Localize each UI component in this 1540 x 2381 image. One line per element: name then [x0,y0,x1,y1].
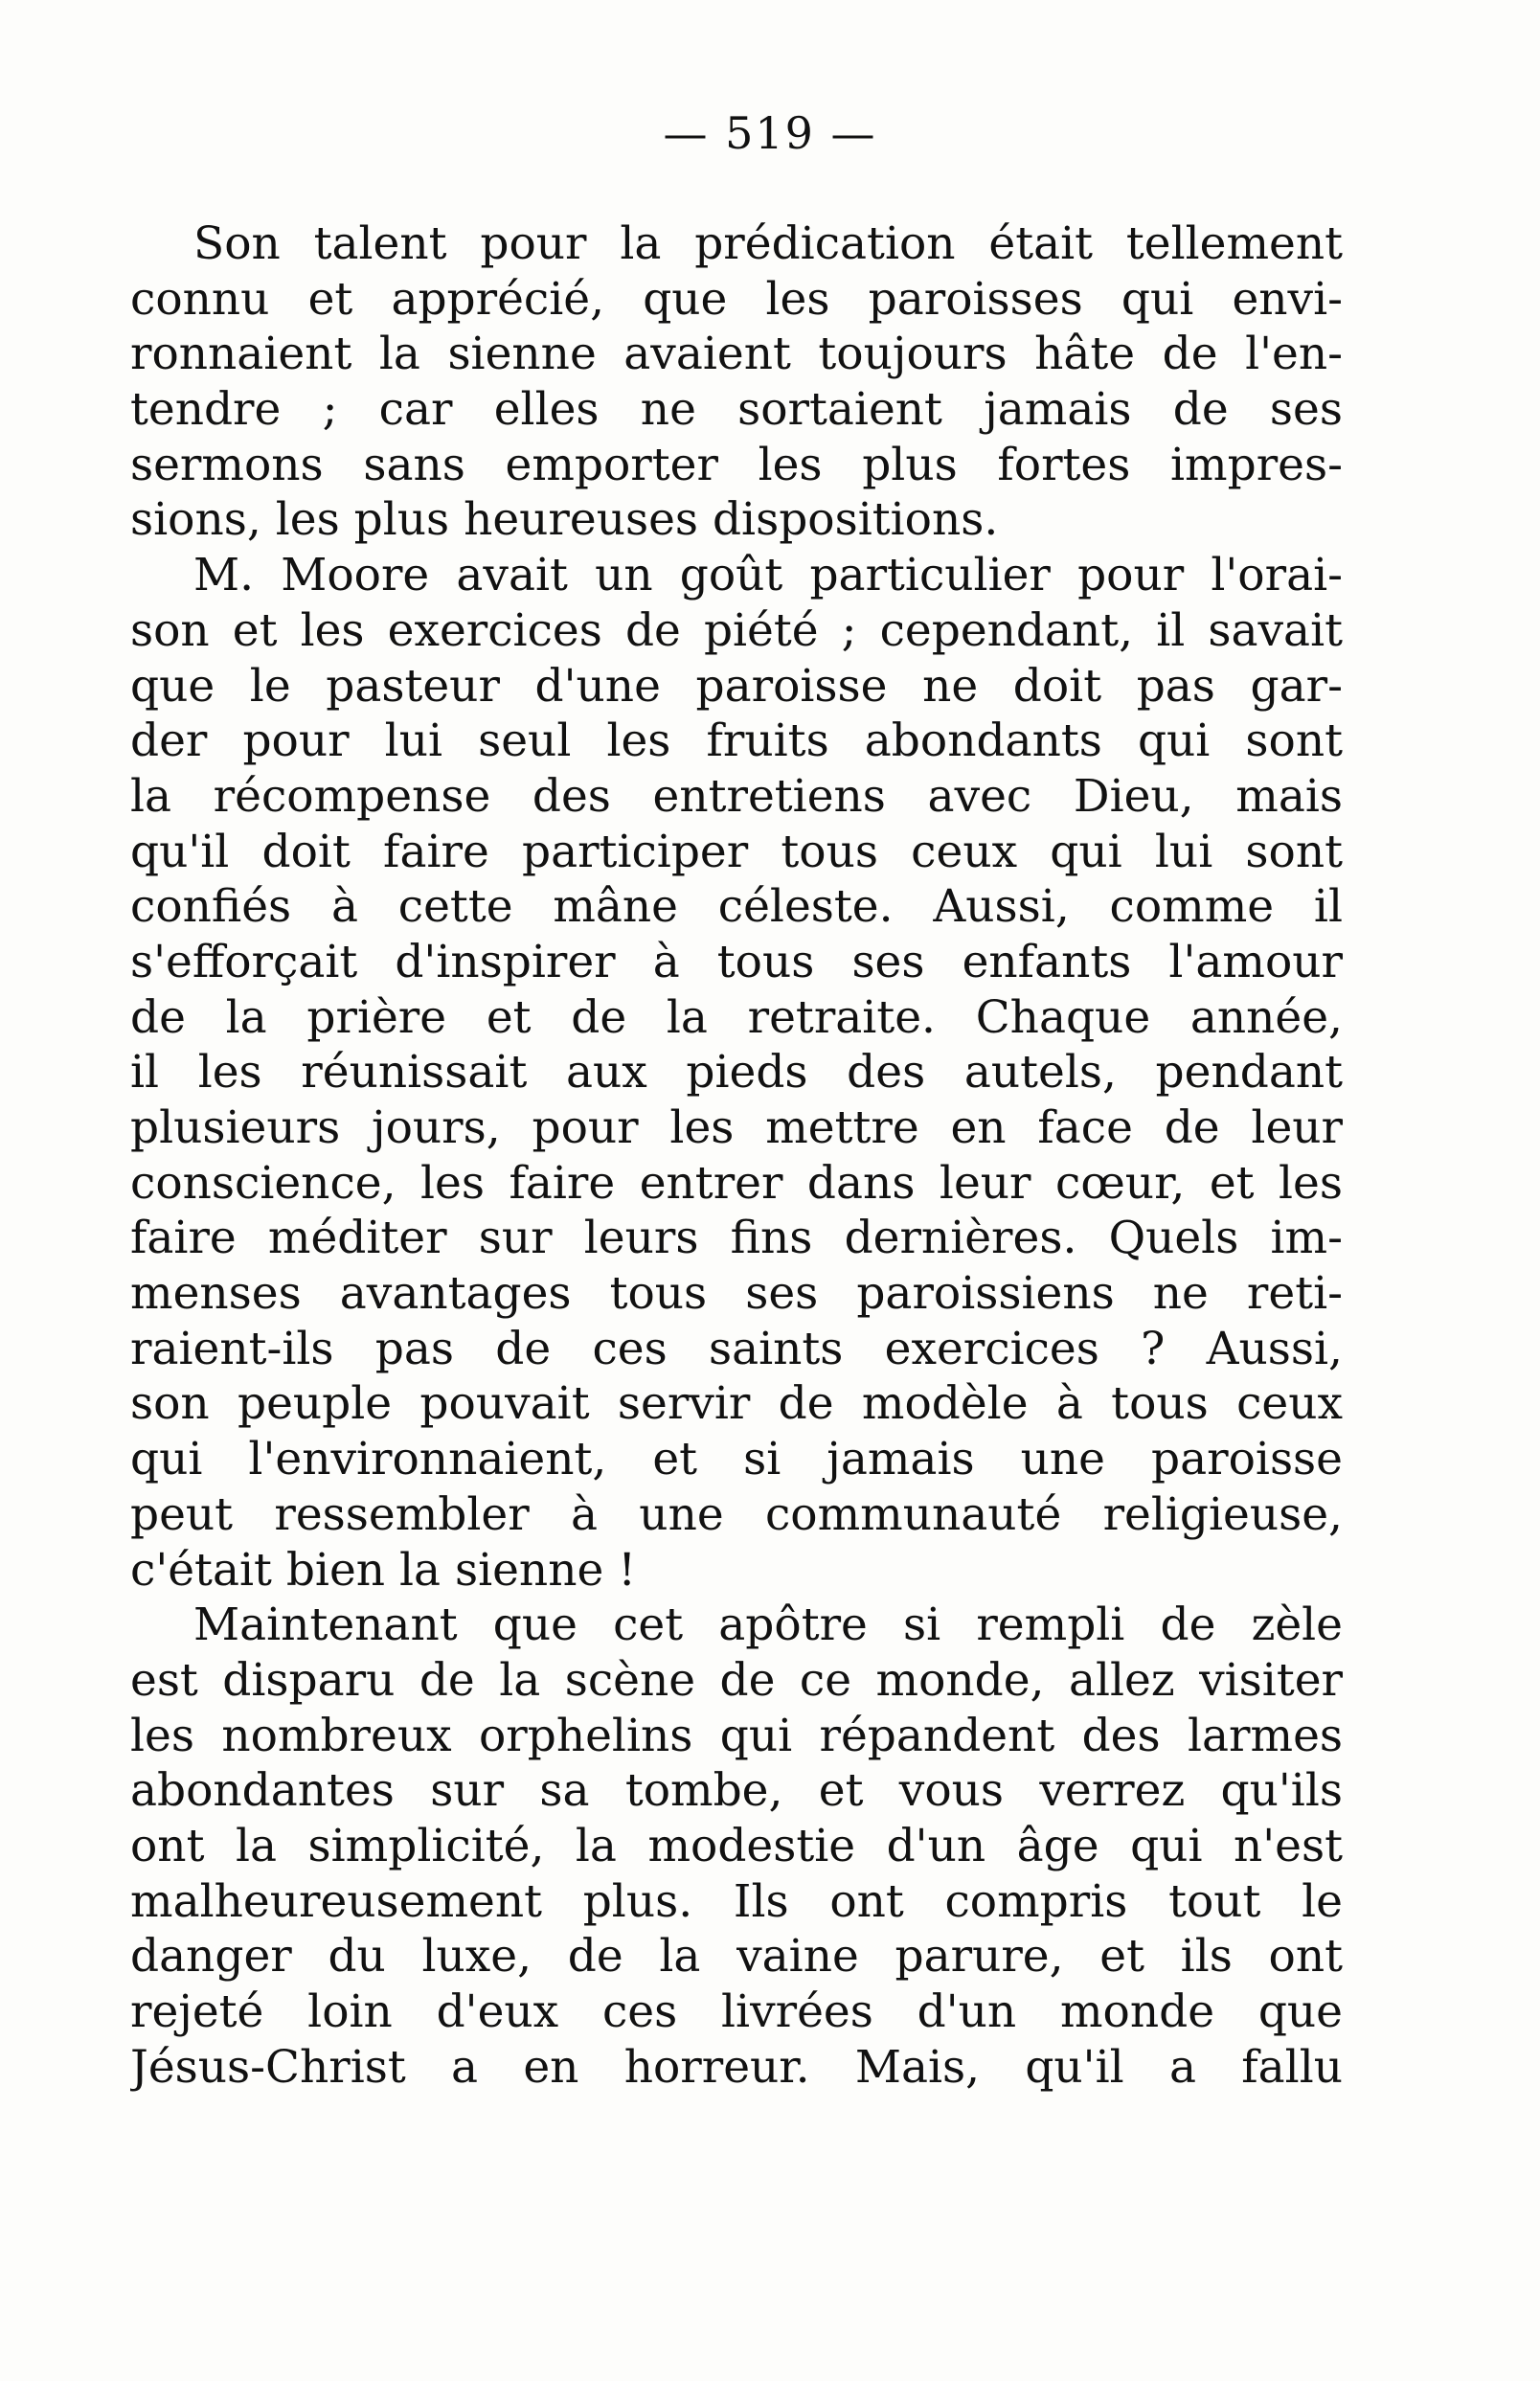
text-line: abondantes sur sa tombe, et vous verrez qu'ils [130,1764,1343,1818]
text-line: son peuple pouvait servir de modèle à tous ceux [130,1377,1343,1431]
text-line: conscience, les faire entrer dans leur cœur, et les [130,1156,1343,1210]
text-line: menses avantages tous ses paroissiens ne reti- [130,1267,1343,1321]
page-number: — 519 — [663,107,877,159]
text-line: raient-ils pas de ces saints exercices ? Aussi, [130,1322,1343,1375]
text-line: peut ressembler à une communauté religieuse, [130,1487,1343,1541]
paragraph-2 [130,548,1343,1598]
text-line: M. Moore avait un goût particulier pour l'orai- [193,549,1343,602]
text-line: faire méditer sur leurs fins dernières. Quels im- [130,1212,1343,1265]
text-line: rejeté loin d'eux ces livrées d'un monde que [130,1985,1343,2038]
text-line: confiés à cette mâne céleste. Aussi, comme il [130,880,1343,934]
text-line: Son talent pour la prédication était tellement [193,217,1343,270]
paragraph-3 [130,1598,1343,2095]
text-line: que le pasteur d'une paroisse ne doit pas gar- [130,659,1343,713]
text-line: connu et apprécié, que les paroisses qui envi- [130,272,1343,326]
text-line: de la prière et de la retraite. Chaque année, [130,990,1343,1044]
text-line: les nombreux orphelins qui répandent des larmes [130,1709,1343,1762]
text-line: Maintenant que cet apôtre si rempli de zèle [193,1599,1343,1652]
text-line: sermons sans emporter les plus fortes impres- [130,438,1343,491]
text-line: s'efforçait d'inspirer à tous ses enfants l'amour [130,935,1343,988]
text-line: qui l'environnaient, et si jamais une paroisse [130,1433,1343,1486]
text-line: danger du luxe, de la vaine parure, et ils ont [130,1930,1343,1984]
text-line: malheureusement plus. Ils ont compris tout le [130,1874,1343,1928]
text-line: der pour lui seul les fruits abondants qui sont [130,714,1343,768]
text-line: qu'il doit faire participer tous ceux qui lui sont [130,825,1343,878]
text-line: Jésus-Christ a en horreur. Mais, qu'il a fallu [130,2040,1343,2094]
text-line: il les réunissait aux pieds des autels, pendant [130,1046,1343,1100]
text-line: tendre ; car elles ne sortaient jamais de ses [130,383,1343,437]
text-line: son et les exercices de piété ; cependant, il savait [130,603,1343,657]
paragraph-1 [130,216,1343,548]
text-line: ronnaient la sienne avaient toujours hâte de l'en- [130,328,1343,381]
body-text [130,216,1343,2095]
text-line: la récompense des entretiens avec Dieu, mais [130,769,1343,823]
text-line: plusieurs jours, pour les mettre en face de leur [130,1101,1343,1154]
text-line: c'était bien la sienne ! [130,1543,637,1597]
text-line: ont la simplicité, la modestie d'un âge qui n'est [130,1819,1343,1872]
text-line: est disparu de la scène de ce monde, allez visiter [130,1653,1343,1707]
text-line: sions, les plus heureuses dispositions. [130,493,999,547]
